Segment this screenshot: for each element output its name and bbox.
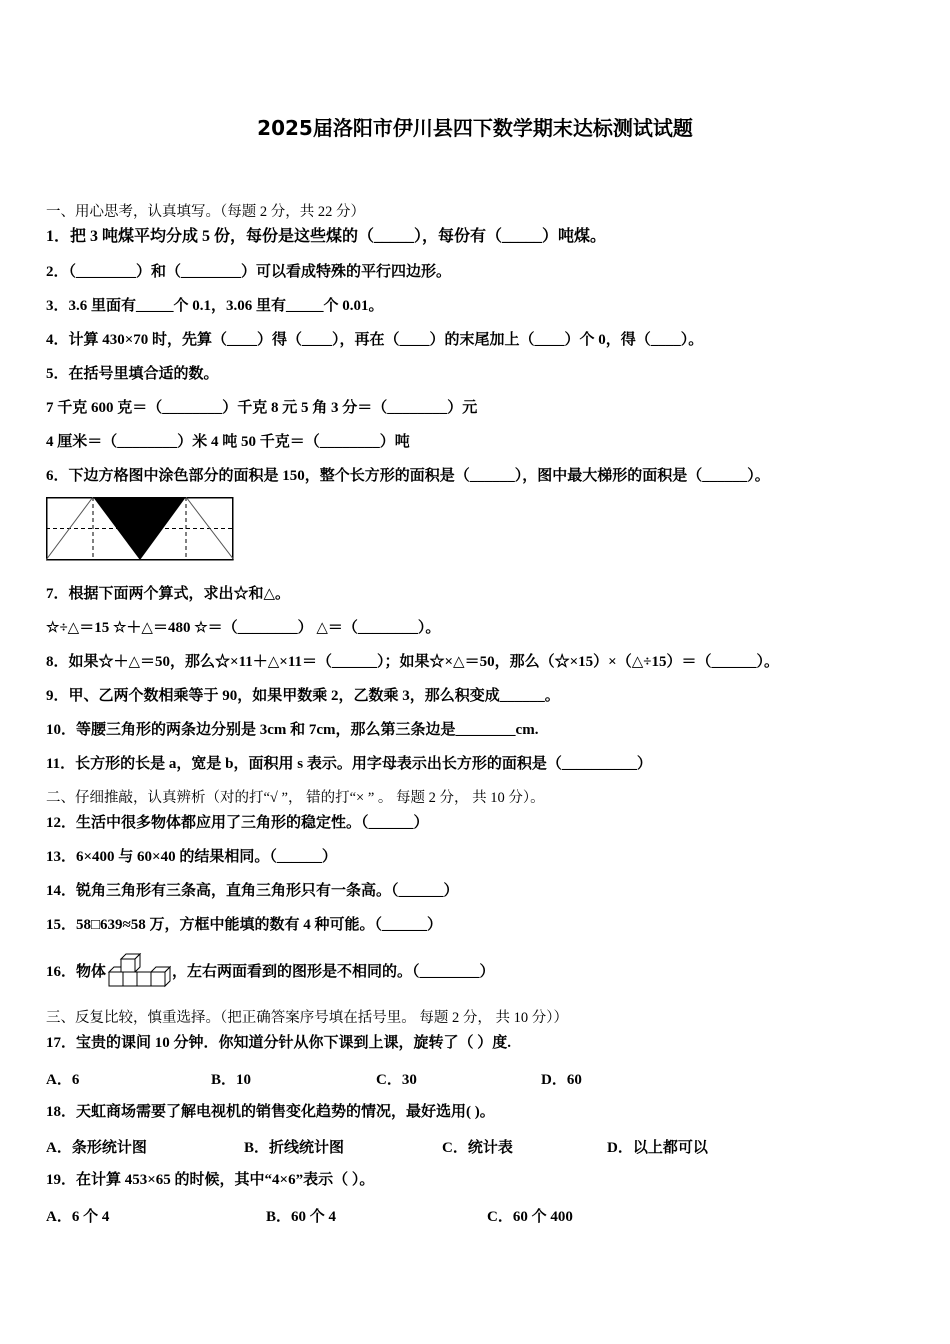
q17-option-d: D．60 — [541, 1072, 582, 1088]
question-5-line-a: 7 千克 600 克＝（________）千克 8 元 5 角 3 分＝（________）元 — [46, 400, 478, 416]
cubes-icon — [107, 953, 171, 993]
question-19: 19．在计算 453×65 的时候，其中“4×6”表示（ ）。 — [46, 1172, 375, 1188]
q18-option-a: A．条形统计图 — [46, 1140, 147, 1156]
question-16 — [46, 952, 495, 993]
question-3: 3．3.6 里面有_____个 0.1，3.06 里有_____个 0.01。 — [46, 298, 384, 314]
question-18: 18．天虹商场需要了解电视机的销售变化趋势的情况，最好选用( )。 — [46, 1104, 495, 1120]
page-title: 2025届洛阳市伊川县四下数学期末达标测试试题 — [257, 116, 693, 140]
question-16-suffix: ，左右两面看到的图形是不相同的。（________） — [172, 964, 495, 980]
question-5: 5．在括号里填合适的数。 — [46, 366, 219, 382]
q19-option-b: B．60 个 4 — [266, 1209, 337, 1225]
q17-option-b: B．10 — [211, 1072, 252, 1088]
question-13: 13．6×400 与 60×40 的结果相同。（______） — [46, 849, 337, 865]
question-6: 6．下边方格图中涂色部分的面积是 150，整个长方形的面积是（______），图中最大梯形的面积是（______）。 — [46, 468, 770, 484]
question-1: 1．把 3 吨煤平均分成 5 份，每份是这些煤的（_____），每份有（_____）吨煤。 — [46, 228, 607, 245]
question-7-formulas: ☆÷△＝15 ☆＋△＝480 ☆＝（________） △＝（________）。 — [46, 620, 441, 636]
question-10: 10．等腰三角形的两条边分别是 3cm 和 7cm，那么第三条边是________cm. — [46, 722, 539, 738]
question-17: 17．宝贵的课间 10 分钟．你知道分针从你下课到上课，旋转了（ ）度. — [46, 1035, 512, 1051]
section-2-heading: 二、仔细推敲，认真辨析（对的打“√ ”， 错的打“× ” 。 每题 2 分， 共 10 分）。 — [46, 790, 545, 806]
question-14: 14．锐角三角形有三条高，直角三角形只有一条高。（______） — [46, 883, 459, 899]
q19-option-c: C．60 个 400 — [487, 1209, 573, 1225]
question-15: 15．58□639≈58 万，方框中能填的数有 4 种可能。（______） — [46, 917, 443, 933]
question-9: 9．甲、乙两个数相乘等于 90，如果甲数乘 2，乙数乘 3，那么积变成______。 — [46, 688, 560, 704]
question-12: 12．生活中很多物体都应用了三角形的稳定性。（______） — [46, 815, 429, 831]
question-2: 2．（________）和（________）可以看成特殊的平行四边形。 — [46, 264, 452, 280]
question-16-prefix: 16．物体 — [46, 964, 107, 980]
q18-option-c: C．统计表 — [442, 1140, 513, 1156]
q17-option-a: A．6 — [46, 1072, 80, 1088]
question-5-line-b: 4 厘米＝（________）米 4 吨 50 千克＝（________）吨 — [46, 434, 410, 450]
q18-option-d: D．以上都可以 — [607, 1140, 708, 1156]
question-8: 8．如果☆＋△＝50，那么☆×11＋△×11＝（______）；如果☆×△＝50，那么（☆×15）×（△÷15）＝（______）。 — [46, 654, 779, 670]
q18-option-b: B．折线统计图 — [244, 1140, 345, 1156]
grid-trapezoid-figure — [46, 497, 234, 561]
question-4: 4．计算 430×70 时，先算（____）得（____），再在（____）的末尾加上（____）个 0，得（____）。 — [46, 332, 704, 348]
q17-option-c: C．30 — [376, 1072, 417, 1088]
question-11: 11．长方形的长是 a，宽是 b，面积用 s 表示。用字母表示出长方形的面积是（__________） — [46, 756, 652, 772]
section-3-heading: 三、反复比较，慎重选择。（把正确答案序号填在括号里。 每题 2 分， 共 10 分）） — [46, 1010, 568, 1026]
q19-option-a: A．6 个 4 — [46, 1209, 110, 1225]
section-1-heading: 一、用心思考，认真填写。（每题 2 分，共 22 分） — [46, 204, 365, 220]
question-7: 7．根据下面两个算式，求出☆和△。 — [46, 586, 291, 602]
